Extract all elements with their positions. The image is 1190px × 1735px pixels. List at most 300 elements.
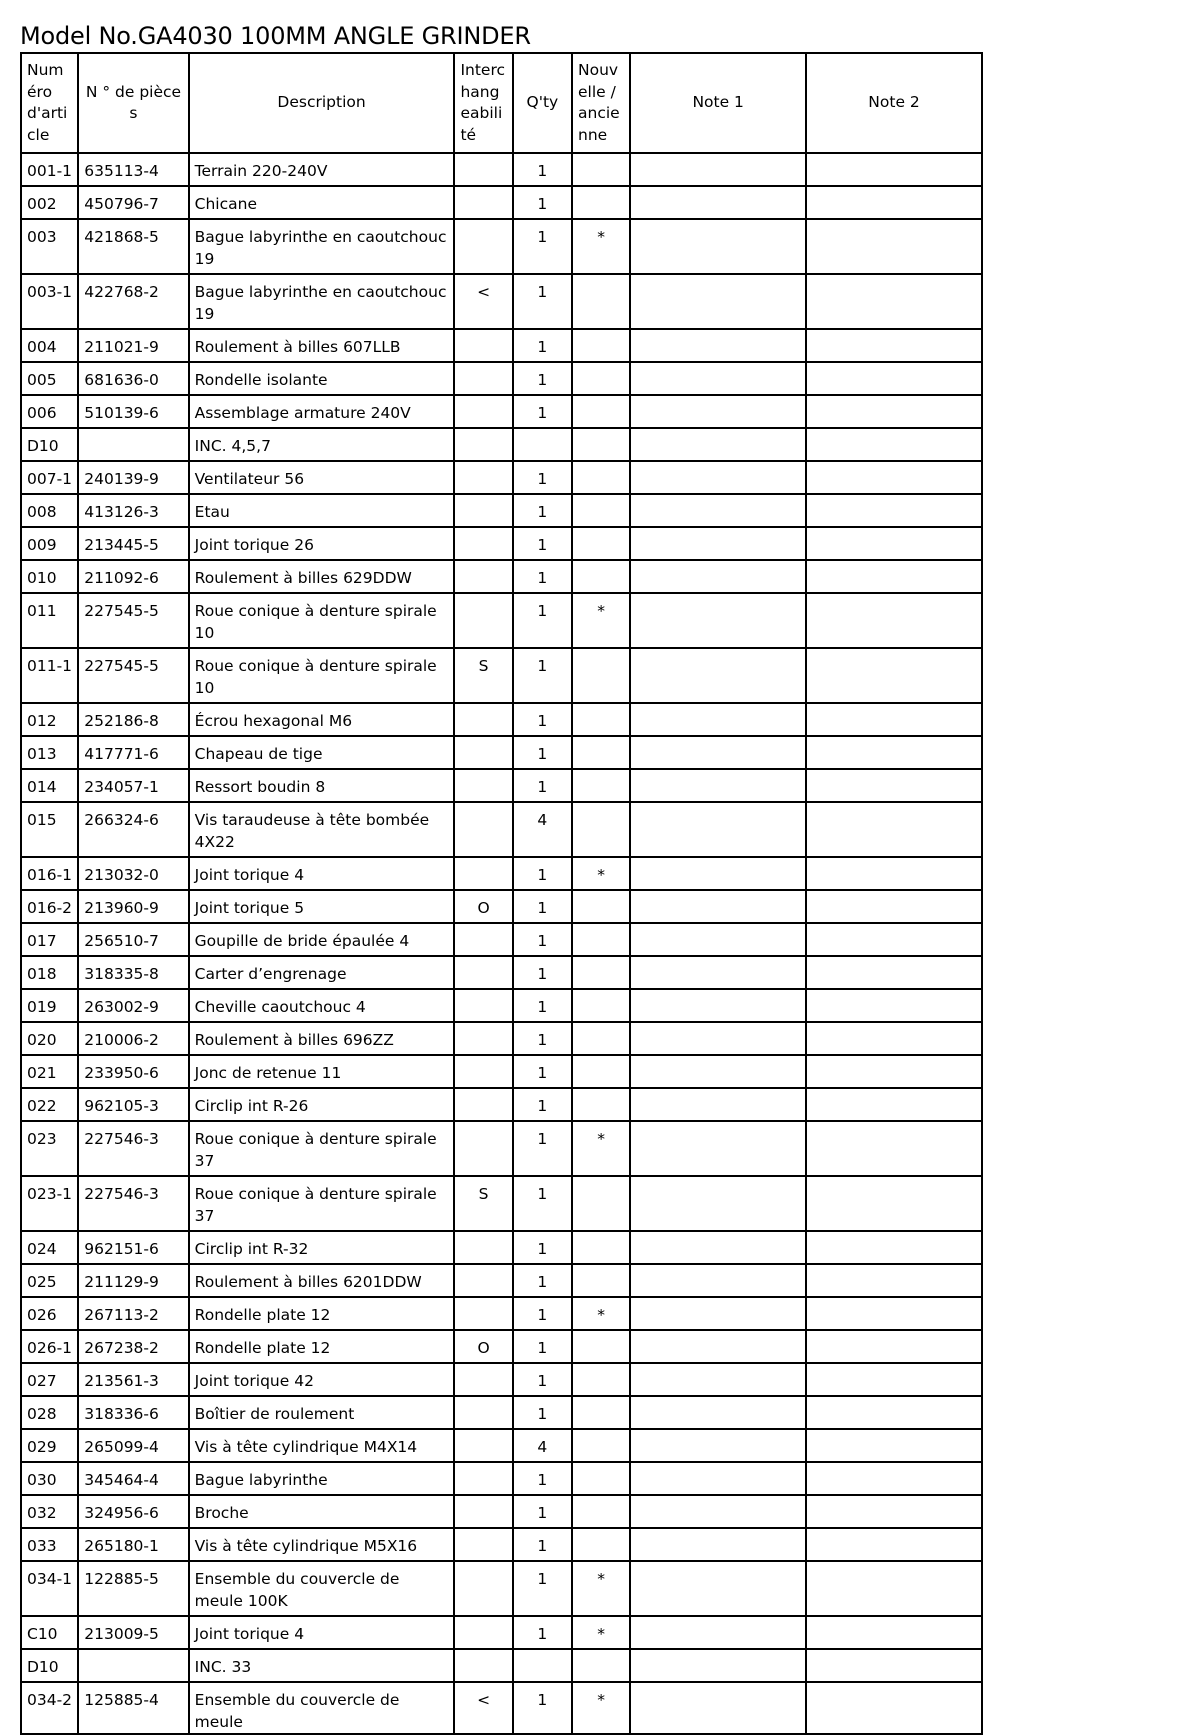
cell-interchangeability bbox=[454, 1561, 512, 1616]
cell-note-1 bbox=[630, 329, 806, 362]
cell-part-number: 213960-9 bbox=[78, 890, 188, 923]
cell-quantity: 1 bbox=[513, 1528, 572, 1561]
cell-item-number: 006 bbox=[21, 395, 78, 428]
table-row bbox=[21, 1363, 982, 1396]
cell-quantity: 1 bbox=[513, 769, 572, 802]
cell-interchangeability: S bbox=[454, 1176, 512, 1231]
cell-note-1 bbox=[630, 703, 806, 736]
cell-note-1 bbox=[630, 1495, 806, 1528]
cell-new-old bbox=[572, 362, 630, 395]
cell-note-1 bbox=[630, 1429, 806, 1462]
cell-description: Vis à tête cylindrique M4X14 bbox=[189, 1429, 455, 1462]
cell-note-2 bbox=[806, 1264, 982, 1297]
cell-interchangeability bbox=[454, 527, 512, 560]
cell-quantity: 1 bbox=[513, 1297, 572, 1330]
cell-new-old bbox=[572, 395, 630, 428]
cell-note-1 bbox=[630, 1363, 806, 1396]
table-row bbox=[21, 527, 982, 560]
cell-description: Vis taraudeuse à tête bombée 4X22 bbox=[189, 802, 455, 857]
cell-item-number: 009 bbox=[21, 527, 78, 560]
cell-new-old: * bbox=[572, 219, 630, 274]
cell-new-old: * bbox=[572, 857, 630, 890]
cell-item-number: 016-1 bbox=[21, 857, 78, 890]
cell-note-2 bbox=[806, 956, 982, 989]
cell-item-number: 004 bbox=[21, 329, 78, 362]
cell-part-number: 122885-5 bbox=[78, 1561, 188, 1616]
cell-part-number: 267238-2 bbox=[78, 1330, 188, 1363]
cell-quantity: 1 bbox=[513, 923, 572, 956]
table-row bbox=[21, 1649, 982, 1682]
cell-part-number: 210006-2 bbox=[78, 1022, 188, 1055]
cell-note-1 bbox=[630, 1649, 806, 1682]
cell-new-old bbox=[572, 1330, 630, 1363]
cell-description: Goupille de bride épaulée 4 bbox=[189, 923, 455, 956]
cell-note-1 bbox=[630, 527, 806, 560]
cell-note-1 bbox=[630, 648, 806, 703]
cell-part-number: 233950-6 bbox=[78, 1055, 188, 1088]
cell-item-number: 017 bbox=[21, 923, 78, 956]
cell-description: Roue conique à denture spirale 10 bbox=[189, 593, 455, 648]
cell-new-old bbox=[572, 527, 630, 560]
cell-part-number: 421868-5 bbox=[78, 219, 188, 274]
cell-quantity: 1 bbox=[513, 1022, 572, 1055]
col-header-description: Description bbox=[189, 53, 455, 153]
cell-new-old bbox=[572, 428, 630, 461]
cell-note-2 bbox=[806, 1396, 982, 1429]
cell-description: Roue conique à denture spirale 10 bbox=[189, 648, 455, 703]
cell-note-1 bbox=[630, 461, 806, 494]
cell-note-2 bbox=[806, 1561, 982, 1616]
cell-quantity: 1 bbox=[513, 362, 572, 395]
cell-description: Rondelle plate 12 bbox=[189, 1330, 455, 1363]
cell-quantity: 1 bbox=[513, 648, 572, 703]
cell-item-number: 033 bbox=[21, 1528, 78, 1561]
table-row bbox=[21, 1055, 982, 1088]
table-row bbox=[21, 890, 982, 923]
cell-new-old bbox=[572, 703, 630, 736]
cell-description: Broche bbox=[189, 1495, 455, 1528]
cell-interchangeability bbox=[454, 494, 512, 527]
cell-part-number: 450796-7 bbox=[78, 186, 188, 219]
cell-note-2 bbox=[806, 1462, 982, 1495]
cell-interchangeability bbox=[454, 769, 512, 802]
cell-note-1 bbox=[630, 802, 806, 857]
cell-quantity bbox=[513, 1649, 572, 1682]
cell-new-old bbox=[572, 769, 630, 802]
cell-interchangeability bbox=[454, 560, 512, 593]
cell-description: Joint torique 4 bbox=[189, 857, 455, 890]
cell-note-1 bbox=[630, 1561, 806, 1616]
cell-part-number: 256510-7 bbox=[78, 923, 188, 956]
cell-note-2 bbox=[806, 1682, 982, 1734]
table-row bbox=[21, 1121, 982, 1176]
cell-part-number: 265099-4 bbox=[78, 1429, 188, 1462]
cell-item-number: 021 bbox=[21, 1055, 78, 1088]
cell-description: Bague labyrinthe bbox=[189, 1462, 455, 1495]
cell-quantity: 1 bbox=[513, 1495, 572, 1528]
cell-interchangeability bbox=[454, 593, 512, 648]
cell-description: Assemblage armature 240V bbox=[189, 395, 455, 428]
cell-new-old bbox=[572, 1429, 630, 1462]
cell-description: Roulement à billes 607LLB bbox=[189, 329, 455, 362]
cell-part-number: 962151-6 bbox=[78, 1231, 188, 1264]
cell-note-1 bbox=[630, 1682, 806, 1734]
cell-new-old bbox=[572, 1462, 630, 1495]
cell-description: Joint torique 26 bbox=[189, 527, 455, 560]
table-row bbox=[21, 1561, 982, 1616]
cell-item-number: 029 bbox=[21, 1429, 78, 1462]
cell-new-old bbox=[572, 1231, 630, 1264]
cell-note-1 bbox=[630, 428, 806, 461]
cell-description: Circlip int R-32 bbox=[189, 1231, 455, 1264]
cell-note-1 bbox=[630, 593, 806, 648]
table-row bbox=[21, 1495, 982, 1528]
parts-table bbox=[20, 52, 983, 1735]
cell-interchangeability bbox=[454, 1462, 512, 1495]
table-row bbox=[21, 1396, 982, 1429]
cell-interchangeability bbox=[454, 362, 512, 395]
cell-interchangeability bbox=[454, 1396, 512, 1429]
cell-note-2 bbox=[806, 1088, 982, 1121]
cell-note-2 bbox=[806, 1121, 982, 1176]
cell-note-2 bbox=[806, 648, 982, 703]
cell-note-1 bbox=[630, 1462, 806, 1495]
cell-part-number: 267113-2 bbox=[78, 1297, 188, 1330]
cell-interchangeability bbox=[454, 1231, 512, 1264]
cell-description: Chicane bbox=[189, 186, 455, 219]
cell-note-2 bbox=[806, 1176, 982, 1231]
table-row bbox=[21, 1297, 982, 1330]
cell-part-number: 240139-9 bbox=[78, 461, 188, 494]
cell-part-number: 211129-9 bbox=[78, 1264, 188, 1297]
table-row bbox=[21, 989, 982, 1022]
cell-new-old bbox=[572, 1055, 630, 1088]
cell-item-number: 012 bbox=[21, 703, 78, 736]
cell-new-old bbox=[572, 1649, 630, 1682]
cell-note-2 bbox=[806, 461, 982, 494]
cell-new-old bbox=[572, 1264, 630, 1297]
cell-note-2 bbox=[806, 1495, 982, 1528]
cell-item-number: 023 bbox=[21, 1121, 78, 1176]
document-title: Model No.GA4030 100MM ANGLE GRINDER bbox=[20, 22, 531, 50]
cell-quantity: 1 bbox=[513, 857, 572, 890]
cell-item-number: 028 bbox=[21, 1396, 78, 1429]
cell-part-number: 125885-4 bbox=[78, 1682, 188, 1734]
cell-description: Roulement à billes 696ZZ bbox=[189, 1022, 455, 1055]
cell-quantity: 1 bbox=[513, 153, 572, 186]
table-row bbox=[21, 1176, 982, 1231]
cell-quantity: 1 bbox=[513, 703, 572, 736]
cell-note-2 bbox=[806, 1297, 982, 1330]
cell-quantity: 1 bbox=[513, 1088, 572, 1121]
cell-interchangeability: O bbox=[454, 1330, 512, 1363]
cell-item-number: 011-1 bbox=[21, 648, 78, 703]
cell-item-number: 034-1 bbox=[21, 1561, 78, 1616]
cell-note-1 bbox=[630, 857, 806, 890]
cell-note-1 bbox=[630, 395, 806, 428]
cell-item-number: 013 bbox=[21, 736, 78, 769]
cell-description: Ventilateur 56 bbox=[189, 461, 455, 494]
cell-new-old bbox=[572, 1396, 630, 1429]
cell-interchangeability bbox=[454, 1649, 512, 1682]
table-row bbox=[21, 1264, 982, 1297]
cell-description: Carter d’engrenage bbox=[189, 956, 455, 989]
cell-item-number: 030 bbox=[21, 1462, 78, 1495]
cell-item-number: 027 bbox=[21, 1363, 78, 1396]
cell-interchangeability: S bbox=[454, 648, 512, 703]
cell-new-old bbox=[572, 1022, 630, 1055]
cell-item-number: 026 bbox=[21, 1297, 78, 1330]
cell-description: Vis à tête cylindrique M5X16 bbox=[189, 1528, 455, 1561]
cell-note-1 bbox=[630, 1176, 806, 1231]
cell-note-2 bbox=[806, 395, 982, 428]
cell-description: Boîtier de roulement bbox=[189, 1396, 455, 1429]
table-row bbox=[21, 1022, 982, 1055]
cell-description: Joint torique 4 bbox=[189, 1616, 455, 1649]
cell-item-number: D10 bbox=[21, 428, 78, 461]
cell-description: Rondelle isolante bbox=[189, 362, 455, 395]
cell-part-number: 252186-8 bbox=[78, 703, 188, 736]
cell-quantity: 1 bbox=[513, 1462, 572, 1495]
table-row bbox=[21, 1231, 982, 1264]
cell-part-number: 265180-1 bbox=[78, 1528, 188, 1561]
table-row bbox=[21, 1330, 982, 1363]
cell-new-old bbox=[572, 923, 630, 956]
cell-part-number: 227546-3 bbox=[78, 1176, 188, 1231]
table-row bbox=[21, 769, 982, 802]
cell-new-old bbox=[572, 1176, 630, 1231]
cell-part-number: 213445-5 bbox=[78, 527, 188, 560]
cell-quantity: 1 bbox=[513, 1055, 572, 1088]
cell-quantity: 1 bbox=[513, 494, 572, 527]
cell-interchangeability bbox=[454, 857, 512, 890]
cell-note-2 bbox=[806, 1363, 982, 1396]
col-header-interchangeability: Interchangeabilité bbox=[454, 53, 512, 153]
cell-item-number: 011 bbox=[21, 593, 78, 648]
table-row bbox=[21, 703, 982, 736]
cell-description: INC. 4,5,7 bbox=[189, 428, 455, 461]
table-row bbox=[21, 1088, 982, 1121]
cell-new-old bbox=[572, 802, 630, 857]
cell-item-number: 003 bbox=[21, 219, 78, 274]
col-header-quantity: Q'ty bbox=[513, 53, 572, 153]
cell-note-1 bbox=[630, 274, 806, 329]
cell-new-old bbox=[572, 890, 630, 923]
cell-note-1 bbox=[630, 956, 806, 989]
cell-note-2 bbox=[806, 1330, 982, 1363]
cell-quantity: 1 bbox=[513, 1264, 572, 1297]
cell-note-2 bbox=[806, 1429, 982, 1462]
cell-quantity: 4 bbox=[513, 802, 572, 857]
cell-item-number: 019 bbox=[21, 989, 78, 1022]
cell-description: Chapeau de tige bbox=[189, 736, 455, 769]
cell-note-1 bbox=[630, 1022, 806, 1055]
cell-description: Roue conique à denture spirale 37 bbox=[189, 1176, 455, 1231]
cell-interchangeability bbox=[454, 428, 512, 461]
cell-quantity: 1 bbox=[513, 186, 572, 219]
cell-note-2 bbox=[806, 560, 982, 593]
table-row bbox=[21, 1429, 982, 1462]
cell-note-2 bbox=[806, 1055, 982, 1088]
cell-item-number: 003-1 bbox=[21, 274, 78, 329]
cell-part-number: 227545-5 bbox=[78, 648, 188, 703]
cell-note-2 bbox=[806, 890, 982, 923]
cell-quantity: 1 bbox=[513, 560, 572, 593]
cell-quantity: 1 bbox=[513, 736, 572, 769]
table-row bbox=[21, 1462, 982, 1495]
cell-part-number: 510139-6 bbox=[78, 395, 188, 428]
cell-note-1 bbox=[630, 1396, 806, 1429]
cell-interchangeability bbox=[454, 736, 512, 769]
cell-note-1 bbox=[630, 1616, 806, 1649]
cell-quantity bbox=[513, 428, 572, 461]
cell-note-2 bbox=[806, 736, 982, 769]
table-row bbox=[21, 1616, 982, 1649]
cell-description: Terrain 220-240V bbox=[189, 153, 455, 186]
cell-note-2 bbox=[806, 428, 982, 461]
cell-interchangeability bbox=[454, 395, 512, 428]
table-row bbox=[21, 274, 982, 329]
cell-item-number: 020 bbox=[21, 1022, 78, 1055]
col-header-new-old: Nouvelle / ancienne bbox=[572, 53, 630, 153]
cell-part-number bbox=[78, 428, 188, 461]
cell-interchangeability bbox=[454, 923, 512, 956]
cell-interchangeability bbox=[454, 989, 512, 1022]
cell-quantity: 1 bbox=[513, 1330, 572, 1363]
cell-item-number: 025 bbox=[21, 1264, 78, 1297]
cell-note-2 bbox=[806, 186, 982, 219]
cell-item-number: C10 bbox=[21, 1616, 78, 1649]
cell-interchangeability bbox=[454, 1363, 512, 1396]
cell-note-2 bbox=[806, 1649, 982, 1682]
cell-interchangeability bbox=[454, 1528, 512, 1561]
cell-item-number: 001-1 bbox=[21, 153, 78, 186]
table-row bbox=[21, 802, 982, 857]
cell-description: INC. 33 bbox=[189, 1649, 455, 1682]
cell-quantity: 1 bbox=[513, 1561, 572, 1616]
cell-quantity: 1 bbox=[513, 395, 572, 428]
table-row bbox=[21, 1682, 982, 1734]
col-header-item-number: Numéro d'article bbox=[21, 53, 78, 153]
cell-quantity: 1 bbox=[513, 1682, 572, 1734]
cell-description: Etau bbox=[189, 494, 455, 527]
table-row bbox=[21, 494, 982, 527]
col-header-part-number: N ° de pièces bbox=[78, 53, 188, 153]
cell-interchangeability bbox=[454, 703, 512, 736]
cell-item-number: 023-1 bbox=[21, 1176, 78, 1231]
cell-item-number: 032 bbox=[21, 1495, 78, 1528]
cell-note-2 bbox=[806, 219, 982, 274]
cell-interchangeability bbox=[454, 1616, 512, 1649]
cell-new-old bbox=[572, 186, 630, 219]
cell-new-old bbox=[572, 1363, 630, 1396]
cell-quantity: 1 bbox=[513, 989, 572, 1022]
cell-description: Joint torique 42 bbox=[189, 1363, 455, 1396]
cell-description: Roulement à billes 6201DDW bbox=[189, 1264, 455, 1297]
cell-part-number: 211092-6 bbox=[78, 560, 188, 593]
cell-new-old bbox=[572, 648, 630, 703]
cell-description: Ressort boudin 8 bbox=[189, 769, 455, 802]
cell-quantity: 1 bbox=[513, 956, 572, 989]
cell-part-number: 266324-6 bbox=[78, 802, 188, 857]
cell-quantity: 1 bbox=[513, 461, 572, 494]
cell-item-number: 022 bbox=[21, 1088, 78, 1121]
cell-note-2 bbox=[806, 329, 982, 362]
cell-part-number: 318335-8 bbox=[78, 956, 188, 989]
cell-quantity: 1 bbox=[513, 274, 572, 329]
cell-item-number: 024 bbox=[21, 1231, 78, 1264]
cell-note-2 bbox=[806, 593, 982, 648]
cell-interchangeability bbox=[454, 1264, 512, 1297]
cell-new-old bbox=[572, 560, 630, 593]
table-row bbox=[21, 560, 982, 593]
cell-part-number: 318336-6 bbox=[78, 1396, 188, 1429]
table-row bbox=[21, 857, 982, 890]
cell-item-number: 018 bbox=[21, 956, 78, 989]
cell-description: Ensemble du couvercle de meule bbox=[189, 1682, 455, 1734]
table-row bbox=[21, 648, 982, 703]
table-body bbox=[21, 153, 982, 1734]
cell-note-1 bbox=[630, 769, 806, 802]
cell-description: Cheville caoutchouc 4 bbox=[189, 989, 455, 1022]
cell-note-2 bbox=[806, 703, 982, 736]
cell-note-1 bbox=[630, 1231, 806, 1264]
cell-item-number: 005 bbox=[21, 362, 78, 395]
cell-item-number: 014 bbox=[21, 769, 78, 802]
cell-item-number: 007-1 bbox=[21, 461, 78, 494]
cell-interchangeability: < bbox=[454, 1682, 512, 1734]
cell-note-1 bbox=[630, 1330, 806, 1363]
table-row bbox=[21, 461, 982, 494]
cell-note-1 bbox=[630, 923, 806, 956]
cell-note-1 bbox=[630, 1264, 806, 1297]
cell-part-number: 422768-2 bbox=[78, 274, 188, 329]
cell-interchangeability bbox=[454, 1121, 512, 1176]
cell-part-number: 213009-5 bbox=[78, 1616, 188, 1649]
cell-interchangeability bbox=[454, 1297, 512, 1330]
cell-quantity: 1 bbox=[513, 1363, 572, 1396]
cell-new-old bbox=[572, 461, 630, 494]
table-header-row bbox=[21, 53, 982, 153]
col-header-note-1: Note 1 bbox=[630, 53, 806, 153]
cell-quantity: 1 bbox=[513, 890, 572, 923]
cell-new-old bbox=[572, 1528, 630, 1561]
cell-description: Bague labyrinthe en caoutchouc 19 bbox=[189, 219, 455, 274]
table-row bbox=[21, 153, 982, 186]
cell-new-old bbox=[572, 329, 630, 362]
cell-note-2 bbox=[806, 989, 982, 1022]
cell-note-1 bbox=[630, 890, 806, 923]
cell-new-old bbox=[572, 494, 630, 527]
cell-interchangeability bbox=[454, 956, 512, 989]
cell-note-1 bbox=[630, 494, 806, 527]
cell-quantity: 1 bbox=[513, 527, 572, 560]
cell-description: Rondelle plate 12 bbox=[189, 1297, 455, 1330]
cell-new-old bbox=[572, 736, 630, 769]
cell-item-number: 015 bbox=[21, 802, 78, 857]
cell-new-old bbox=[572, 1495, 630, 1528]
cell-description: Joint torique 5 bbox=[189, 890, 455, 923]
cell-quantity: 4 bbox=[513, 1429, 572, 1462]
cell-item-number: 016-2 bbox=[21, 890, 78, 923]
cell-interchangeability bbox=[454, 1495, 512, 1528]
cell-new-old bbox=[572, 1088, 630, 1121]
cell-description: Roulement à billes 629DDW bbox=[189, 560, 455, 593]
cell-note-2 bbox=[806, 153, 982, 186]
cell-note-2 bbox=[806, 923, 982, 956]
cell-description: Jonc de retenue 11 bbox=[189, 1055, 455, 1088]
cell-note-1 bbox=[630, 362, 806, 395]
